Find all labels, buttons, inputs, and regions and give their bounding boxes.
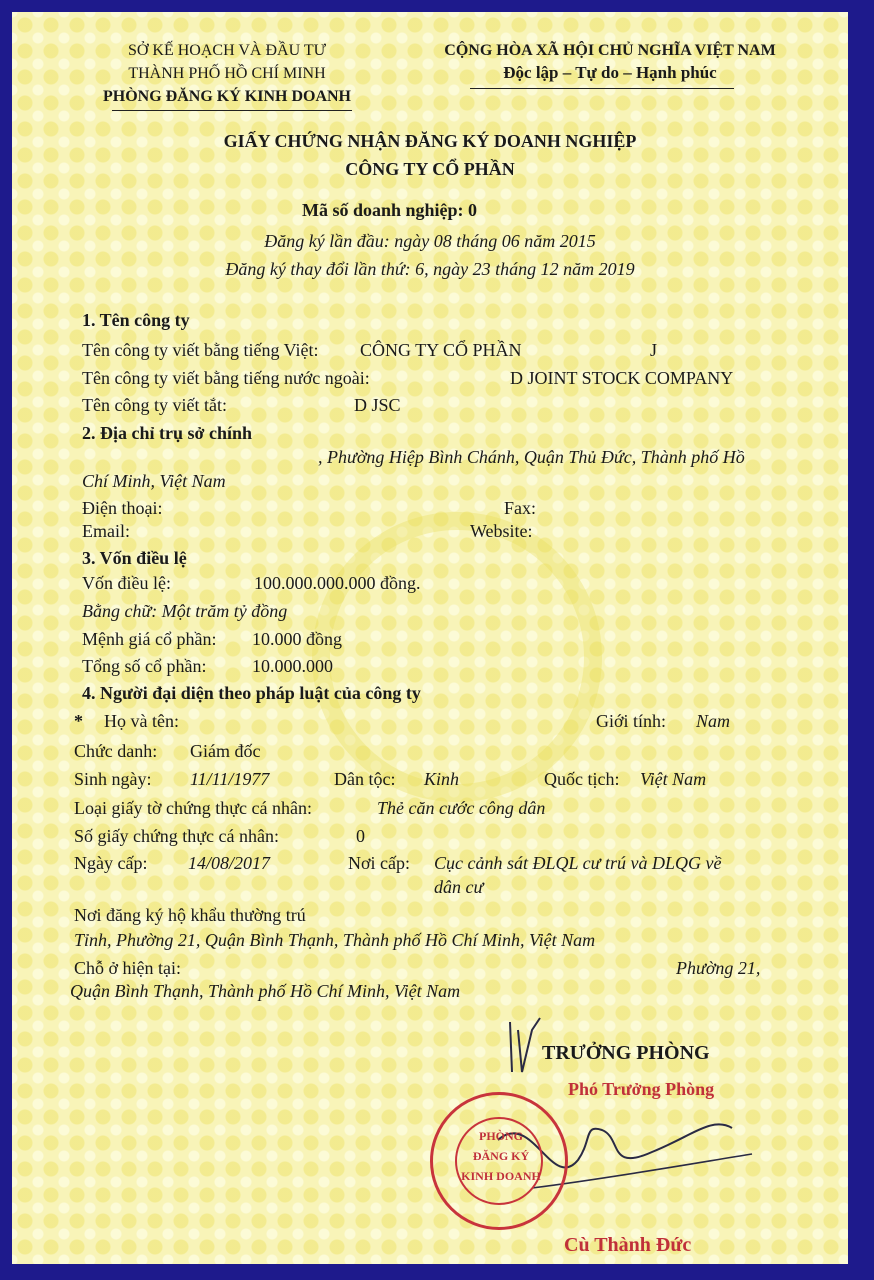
- vn-name-tail: J: [650, 340, 658, 360]
- gender-value: Nam: [696, 711, 731, 731]
- official-seal: [430, 1092, 568, 1230]
- bullet-star: *: [74, 711, 83, 731]
- agency-line-2: THÀNH PHỐ HỒ CHÍ MINH: [128, 65, 326, 82]
- job-title-label: Chức danh:: [74, 741, 158, 761]
- gender-label: Giới tính:: [596, 711, 667, 731]
- section-4-heading: 4. Người đại diện theo pháp luật của công ty: [82, 683, 421, 703]
- seal-line-3: KINH DOANH: [461, 1169, 541, 1183]
- issue-place-line-2: dân cư: [434, 877, 484, 897]
- foreign-name-label: Tên công ty viết bằng tiếng nước ngoài:: [82, 368, 370, 388]
- ethnicity-label: Dân tộc:: [334, 769, 396, 789]
- vn-name-label: Tên công ty viết bằng tiếng Việt:: [82, 340, 319, 360]
- id-number-value: 0: [356, 826, 365, 846]
- name-label: Họ và tên:: [104, 711, 179, 731]
- section-1-heading: 1. Tên công ty: [82, 310, 190, 330]
- section-3-heading: 3. Vốn điều lệ: [82, 548, 187, 568]
- enterprise-code: Mã số doanh nghiệp: 0: [302, 200, 478, 220]
- capital-in-words: Bằng chữ: Một trăm tỷ đồng: [82, 601, 288, 621]
- fax-label: Fax:: [504, 498, 537, 518]
- current-address-tail: Phường 21,: [676, 958, 761, 978]
- dob-label: Sinh ngày:: [74, 769, 152, 789]
- agency-line-3: PHÒNG ĐĂNG KÝ KINH DOANH: [103, 88, 351, 105]
- national-motto: Độc lập – Tự do – Hạnh phúc: [503, 63, 717, 82]
- total-shares: 10.000.000: [252, 656, 333, 676]
- current-address-label: Chỗ ở hiện tại:: [74, 958, 182, 978]
- vn-name-value: CÔNG TY CỔ PHẦN: [360, 340, 522, 360]
- handwritten-signature: [12, 12, 848, 1264]
- deputy-title: Phó Trưởng Phòng: [568, 1079, 715, 1099]
- short-name-value: D JSC: [354, 395, 401, 415]
- id-type-value: Thẻ căn cước công dân: [377, 798, 546, 818]
- capital-value: 100.000.000.000 đồng.: [254, 573, 421, 593]
- total-shares-label: Tổng số cổ phần:: [82, 656, 207, 676]
- permanent-address-label: Nơi đăng ký hộ khẩu thường trú: [74, 905, 306, 925]
- nationality-value: Việt Nam: [640, 769, 707, 789]
- foreign-name-value: D JOINT STOCK COMPANY: [510, 368, 734, 388]
- par-value-label: Mệnh giá cổ phần:: [82, 629, 217, 649]
- issue-date-value: 14/08/2017: [188, 853, 271, 873]
- document-title: GIẤY CHỨNG NHẬN ĐĂNG KÝ DOANH NGHIỆP: [223, 131, 637, 151]
- seal-line-1: PHÒNG: [479, 1129, 523, 1143]
- id-number-label: Số giấy chứng thực cá nhân:: [74, 826, 279, 846]
- capital-label: Vốn điều lệ:: [82, 573, 171, 593]
- change-registration: Đăng ký thay đổi lần thứ: 6, ngày 23 tháng 12 năm 2019: [225, 259, 635, 279]
- agency-line-1: SỞ KẾ HOẠCH VÀ ĐẦU TƯ: [127, 42, 327, 59]
- id-type-label: Loại giấy tờ chứng thực cá nhân:: [74, 798, 312, 818]
- par-value: 10.000 đồng: [252, 629, 342, 649]
- certificate-paper: [12, 12, 848, 1264]
- signer-name: Cù Thành Đức: [564, 1234, 692, 1256]
- address-line-2: Chí Minh, Việt Nam: [82, 471, 226, 491]
- nationality-label: Quốc tịch:: [544, 769, 620, 789]
- website-label: Website:: [470, 521, 533, 541]
- email-label: Email:: [82, 521, 130, 541]
- issue-date-label: Ngày cấp:: [74, 853, 148, 873]
- company-type-title: CÔNG TY CỔ PHẦN: [345, 159, 515, 179]
- permanent-address-value: Tỉnh, Phường 21, Quận Bình Thạnh, Thành phố Hồ Chí Minh, Việt Nam: [74, 930, 596, 950]
- dob-value: 11/11/1977: [190, 769, 270, 789]
- ethnicity-value: Kinh: [424, 769, 460, 789]
- job-title-value: Giám đốc: [190, 741, 261, 761]
- signer-position: TRƯỞNG PHÒNG: [542, 1042, 710, 1064]
- section-2-heading: 2. Địa chỉ trụ sở chính: [82, 423, 252, 443]
- phone-label: Điện thoại:: [82, 498, 163, 518]
- first-registration: Đăng ký lần đầu: ngày 08 tháng 06 năm 2015: [264, 231, 596, 251]
- short-name-label: Tên công ty viết tắt:: [82, 395, 227, 415]
- current-address-line-2: Quận Bình Thạnh, Thành phố Hồ Chí Minh, Việt Nam: [70, 981, 461, 1001]
- national-title: CỘNG HÒA XÃ HỘI CHỦ NGHĨA VIỆT NAM: [444, 42, 776, 59]
- seal-line-2: ĐĂNG KÝ: [472, 1149, 530, 1163]
- issue-place-line-1: Cục cảnh sát ĐLQL cư trú và DLQG về: [434, 853, 722, 873]
- issue-place-label: Nơi cấp:: [348, 853, 410, 873]
- address-line-1: , Phường Hiệp Bình Chánh, Quận Thủ Đức, Thành phố Hồ: [318, 447, 745, 467]
